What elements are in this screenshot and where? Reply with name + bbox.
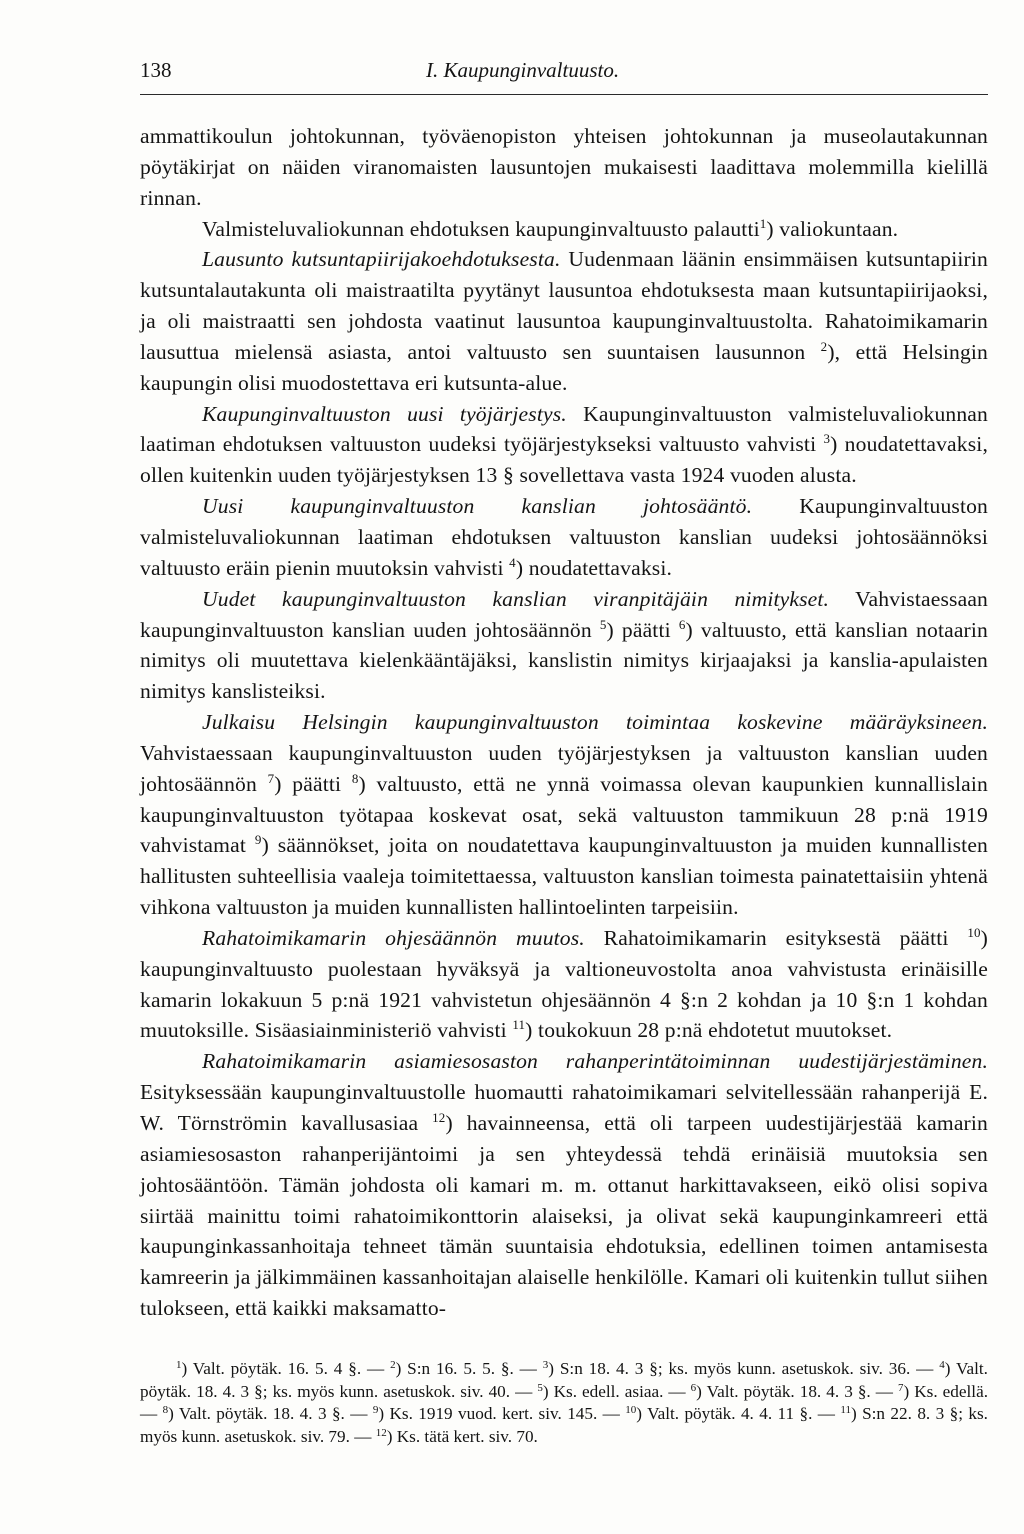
footnote-ref: 4 bbox=[939, 1358, 945, 1371]
text-run: ) Valt. pöytäk. 18. 4. 3 §. — bbox=[168, 1404, 373, 1424]
footnote-ref: 1 bbox=[759, 215, 767, 231]
footnote-ref: 3 bbox=[542, 1358, 549, 1371]
paragraph bbox=[140, 923, 988, 1046]
footnote-ref: 2 bbox=[820, 338, 828, 354]
text-run: Vahvistaessaan kaupunginvaltuuston kanslian uuden johtosäännön bbox=[140, 586, 988, 642]
text-run: ) S:n 18. 4. 3 §; ks. myös kunn. asetuskok. siv. 36. — bbox=[548, 1358, 940, 1378]
section-heading: Uudet kaupunginvaltuuston kanslian viranpitäjäin nimitykset. bbox=[202, 586, 830, 611]
footnote-ref: 12 bbox=[432, 1110, 446, 1125]
text-run: ) säännökset, joita on noudatettava kaupunginvaltuuston ja muiden kunnallisten hallitusten suhteellisia vaaleja toimitettaessa, valtuuston kanslian toimesta painatettaisiin yhtenä vihkona valtuuston ja muiden kunnallisten hallintoelinten tarpeisiin. bbox=[140, 833, 988, 920]
page-header bbox=[140, 58, 988, 95]
footnote-ref: 6 bbox=[690, 1381, 697, 1394]
paragraph bbox=[140, 214, 988, 245]
text-run: Vahvistaessaan kaupunginvaltuuston uuden työjärjestyksen ja valtuuston kanslian uuden johtosäännön bbox=[140, 740, 988, 796]
paragraph bbox=[140, 707, 988, 923]
text-run: ) päätti bbox=[274, 771, 352, 796]
section-heading: Rahatoimikamarin asiamiesosaston rahanperintätoiminnan uudestijärjestäminen. bbox=[202, 1049, 988, 1074]
text-run: ammattikoulun johtokunnan, työväenopiston yhteisen johtokunnan ja museolautakunnan pöytäkirjat on näiden viranomaisten lausuntojen mukaisesti laadittava molemmilla kielillä rinnan. bbox=[140, 124, 988, 210]
text-run: ) Ks. edell. asiaa. — bbox=[542, 1381, 691, 1401]
section-heading: Julkaisu Helsingin kaupunginvaltuuston toimintaa koskevine määräyksineen. bbox=[202, 710, 988, 735]
text-run: ) Valt. pöytäk. 18. 4. 3 §; ks. myös kunn. asetuskok. siv. 40. — bbox=[140, 1358, 988, 1401]
footnote-ref: 9 bbox=[254, 832, 262, 848]
footnote-ref: 2 bbox=[390, 1358, 396, 1371]
paragraph bbox=[140, 399, 988, 492]
text-run: ) Valt. pöytäk. 16. 5. 4 §. — bbox=[181, 1358, 391, 1378]
text-run: ) S:n 22. 8. 3 §; ks. myös kunn. asetuskok. siv. 79. — bbox=[140, 1404, 988, 1446]
footnote-ref: 8 bbox=[351, 770, 359, 786]
footnote-ref: 5 bbox=[599, 616, 607, 632]
footnote-ref: 7 bbox=[897, 1381, 904, 1394]
text-run: ) noudatettavaksi. bbox=[515, 555, 673, 580]
text-run: ) kaupunginvaltuusto puolestaan hyväksyä ja valtioneuvostolta anoa vahvistusta erinäisille kamarin lokakuun 5 p:nä 1921 vahvistetun ohjesäännön 4 §:n 2 kohdan ja 10 §:n 1 kohdan muutoksille. Sisäasiainministeriö vahvisti bbox=[140, 925, 989, 1043]
footnote-ref: 1 bbox=[176, 1358, 182, 1371]
paragraph bbox=[140, 491, 988, 584]
footnote-ref: 10 bbox=[625, 1404, 637, 1417]
text-run: ) noudatettavaksi, ollen kuitenkin uuden työjärjestyksen 13 § sovellettava vasta 1924 vuoden alusta. bbox=[140, 432, 988, 488]
text-run: ) valtuusto, että kanslian notaarin nimitys oli muutettava kielenkääntäjäksi, kanslistin nimitys kirjaajaksi ja kanslia-apulaisten nimitys kanslisteiksi. bbox=[140, 617, 988, 704]
section-heading: Uusi kaupunginvaltuuston kanslian johtosääntö. bbox=[202, 494, 753, 519]
section-heading: Rahatoimikamarin ohjesäännön muutos. bbox=[202, 925, 585, 950]
page-number: 138 bbox=[140, 58, 172, 82]
footnote-ref: 12 bbox=[375, 1426, 387, 1439]
footnote-ref: 3 bbox=[823, 431, 831, 447]
footnote-ref: 9 bbox=[372, 1404, 379, 1417]
section-heading: Kaupunginvaltuuston uusi työjärjestys. bbox=[202, 401, 567, 426]
document-page bbox=[140, 58, 988, 1448]
footnotes bbox=[140, 1358, 988, 1448]
text-run: ) toukokuun 28 p:nä ehdotetut muutokset. bbox=[525, 1018, 893, 1043]
body-text bbox=[140, 121, 988, 1324]
text-run: ), että Helsingin kaupungin olisi muodostettava eri kutsunta-alue. bbox=[140, 339, 988, 395]
running-head: I. Kaupunginvaltuusto. bbox=[426, 58, 620, 82]
text-run: ) Ks. 1919 vuod. kert. siv. 145. — bbox=[378, 1404, 626, 1424]
footnote-ref: 8 bbox=[162, 1404, 169, 1417]
text-run: Esityksessään kaupunginvaltuustolle huomautti rahatoimikamari selvitellessään rahanperijä E. W. Törnströmin kavallusasiaa bbox=[140, 1080, 988, 1135]
paragraph bbox=[140, 244, 988, 398]
text-run: ) valiokuntaan. bbox=[766, 216, 899, 241]
text-run: ) Valt. pöytäk. 18. 4. 3 §. — bbox=[696, 1381, 898, 1401]
footnote-ref: 10 bbox=[967, 924, 981, 940]
footnote-ref: 7 bbox=[267, 770, 275, 786]
text-run: Rahatoimikamarin esityksestä päätti bbox=[584, 925, 968, 950]
footnote-ref: 5 bbox=[537, 1381, 543, 1394]
text-run: ) havainneensa, että oli tarpeen uudestijärjestää kamarin asiamiesosaston rahanperijäntoimi ja sen yhteydessä tehdä erinäisiä muutoksia sen johtosääntöön. Tämän johdosta oli kamari m. m. ottanut harkittavakseen, eikö olisi sopiva siirtää mainittu toimi rahatoimikonttorin alaiseksi, ja olivat sekä kaupunginkamreeri että kaupunginkassanhoitaja tehneet tämän suuntaisia ehdotuksia, edellinen toimen antamisesta kamreerin ja jälkimmäinen kassanhoitajan alaiselle henkilölle. Kamari oli kuitenkin tullut siihen tulokseen, että kaikki maksamatto- bbox=[140, 1111, 988, 1321]
paragraph bbox=[140, 584, 988, 707]
paragraph bbox=[140, 121, 988, 214]
footnote-ref: 6 bbox=[678, 616, 686, 632]
text-run: Kaupunginvaltuuston valmisteluvaliokunnan laatiman ehdotuksen valtuuston uudeksi työjärjestykseksi valtuusto vahvisti bbox=[140, 401, 988, 457]
footnote-paragraph bbox=[140, 1358, 988, 1448]
text-run: ) S:n 16. 5. 5. §. — bbox=[395, 1358, 543, 1378]
paragraph bbox=[140, 1046, 988, 1324]
text-run: ) Ks. tätä kert. siv. 70. bbox=[386, 1426, 538, 1446]
text-run: Valmisteluvaliokunnan ehdotuksen kaupunginvaltuusto palautti bbox=[202, 216, 760, 241]
text-run: ) valtuusto, että ne ynnä voimassa olevan kaupunkien kunnallislain kaupunginvaltuuston työtapaa koskevat osat, sekä valtuuston tammikuun 28 p:nä 1919 vahvistamat bbox=[140, 771, 989, 858]
text-run: ) Ks. edellä. — bbox=[140, 1381, 989, 1424]
footnote-ref: 11 bbox=[840, 1404, 851, 1417]
footnote-ref: 11 bbox=[512, 1017, 526, 1033]
footnote-ref: 4 bbox=[509, 554, 516, 570]
section-heading: Lausunto kutsuntapiirijakoehdotuksesta. bbox=[202, 247, 561, 272]
text-run: Uudenmaan läänin ensimmäisen kutsuntapiirin kutsuntalautakunta oli maistraatilta pyytänyt lausuntoa ehdotuksesta maan kutsuntapiirijaoksi, ja oli maistraatti sen johdosta vaatinut lausuntoa kaupunginvaltuustolta. Rahatoimikamarin lausuttua mielensä asiasta, antoi valtuusto sen suuntaisen lausunnon bbox=[140, 247, 988, 364]
text-run: ) Valt. pöytäk. 4. 4. 11 §. — bbox=[636, 1404, 841, 1424]
text-run: Kaupunginvaltuuston valmisteluvaliokunnan laatiman ehdotuksen valtuuston kanslian uudeksi johtosäännöksi valtuusto eräin pienin muutoksin vahvisti bbox=[140, 494, 989, 580]
text-run: ) päätti bbox=[606, 617, 679, 642]
